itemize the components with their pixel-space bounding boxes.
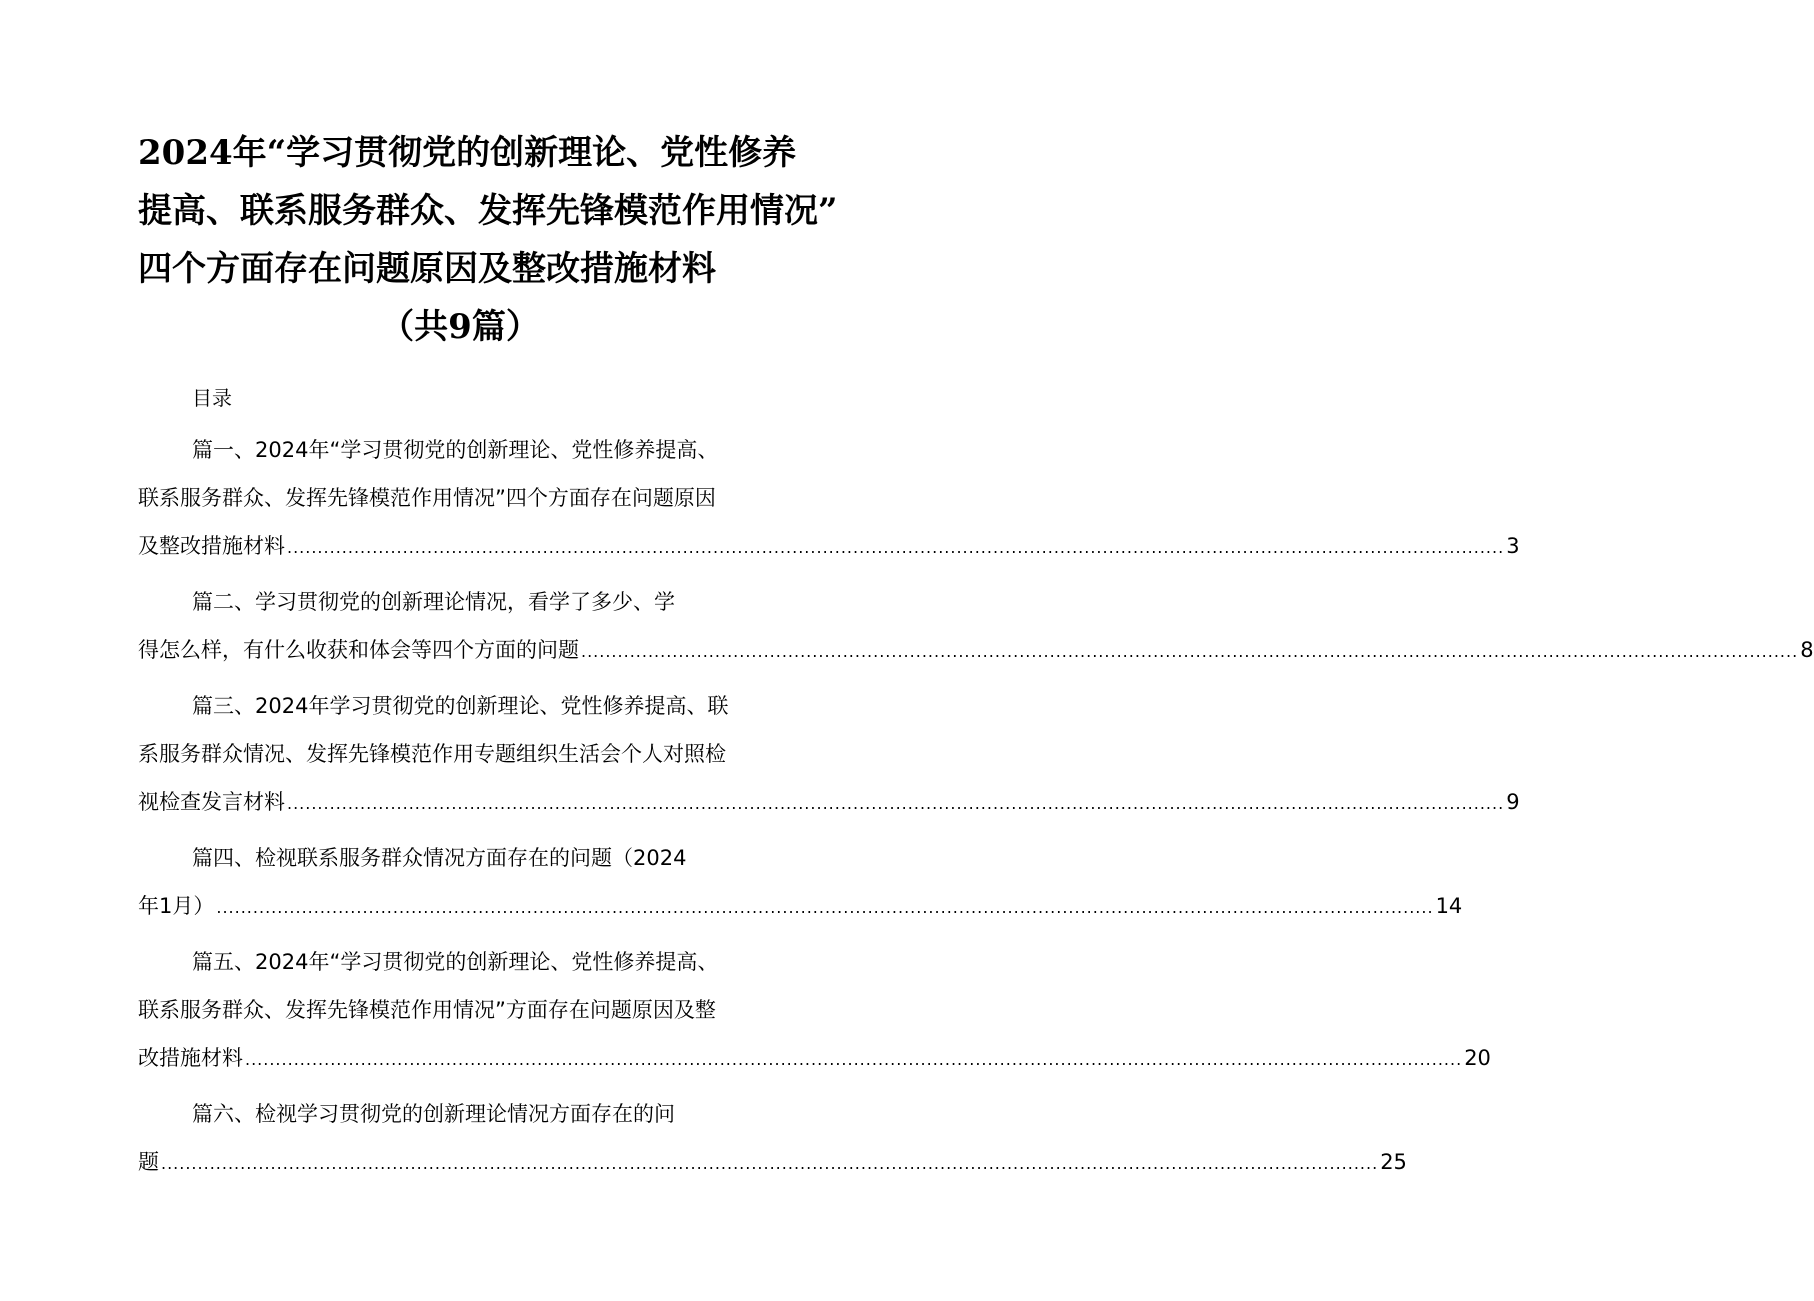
toc-page-number: 8: [1800, 638, 1814, 662]
toc-entry-line: 篇一、2024年“学习贯彻党的创新理论、党性修养提高、: [192, 438, 719, 462]
toc-entry-line: 篇三、2024年学习贯彻党的创新理论、党性修养提高、联: [192, 694, 729, 718]
toc-entry-last-line: [138, 882, 1463, 930]
toc-dot-leader: ........................................................................................................................................................................................................: [287, 794, 1505, 813]
toc-entry-last-line: [138, 522, 1520, 570]
toc-page-number: 20: [1464, 1046, 1491, 1070]
toc-entry-text: 题: [138, 1150, 159, 1174]
toc-entry-text: 视检查发言材料: [138, 790, 285, 814]
document-title-count: （共9篇）: [380, 307, 540, 347]
toc-entry-last-line: [138, 626, 1814, 674]
document-title-line-1: 2024年“学习贯彻党的创新理论、党性修养: [138, 133, 797, 173]
toc-dot-leader: ........................................................................................................................................................................................................: [245, 1050, 1463, 1069]
toc-entry-line: 系服务群众情况、发挥先锋模范作用专题组织生活会个人对照检: [138, 742, 726, 766]
toc-entry-line: 篇五、2024年“学习贯彻党的创新理论、党性修养提高、: [192, 950, 719, 974]
toc-page-number: 14: [1435, 894, 1463, 918]
toc-entry-text: 及整改措施材料: [138, 534, 285, 558]
toc-entry[interactable]: [138, 426, 1520, 570]
toc-entry-last-line: [138, 1034, 1491, 1082]
toc-dot-leader: ........................................................................................................................................................................................................: [161, 1154, 1379, 1173]
toc-entry-line: 篇四、检视联系服务群众情况方面存在的问题（2024: [192, 846, 687, 870]
toc-dot-leader: ........................................................................................................................................................................................................: [581, 642, 1799, 661]
toc-dot-leader: ........................................................................................................................................................................................................: [216, 898, 1434, 917]
toc-page-number: 9: [1506, 790, 1520, 814]
toc-entry-line: 联系服务群众、发挥先锋模范作用情况”四个方面存在问题原因: [138, 486, 716, 510]
document-title-line-2: 提高、联系服务群众、发挥先锋模范作用情况”: [138, 191, 838, 231]
toc-entry-last-line: [138, 778, 1520, 826]
toc-page-number: 25: [1380, 1150, 1407, 1174]
toc-entry[interactable]: [138, 1090, 1407, 1186]
toc-entry[interactable]: [138, 938, 1491, 1082]
toc-entry-last-line: [138, 1138, 1407, 1186]
toc-entry-text: 得怎么样，有什么收获和体会等四个方面的问题: [138, 638, 579, 662]
toc-page-number: 3: [1506, 534, 1520, 558]
toc-entry-text: 年1月）: [138, 894, 215, 918]
table-of-contents: [138, 426, 1814, 1194]
toc-dot-leader: ........................................................................................................................................................................................................: [287, 538, 1505, 557]
document-title-line-3: 四个方面存在问题原因及整改措施材料: [138, 249, 716, 289]
toc-entry[interactable]: [138, 682, 1520, 826]
toc-entry[interactable]: [138, 578, 1814, 674]
toc-entry-line: 联系服务群众、发挥先锋模范作用情况”方面存在问题原因及整: [138, 998, 716, 1022]
toc-heading: 目录: [192, 386, 232, 410]
toc-entry-line: 篇六、检视学习贯彻党的创新理论情况方面存在的问: [192, 1102, 675, 1126]
toc-entry[interactable]: [138, 834, 1463, 930]
toc-entry-line: 篇二、学习贯彻党的创新理论情况，看学了多少、学: [192, 590, 675, 614]
toc-entry-text: 改措施材料: [138, 1046, 243, 1070]
